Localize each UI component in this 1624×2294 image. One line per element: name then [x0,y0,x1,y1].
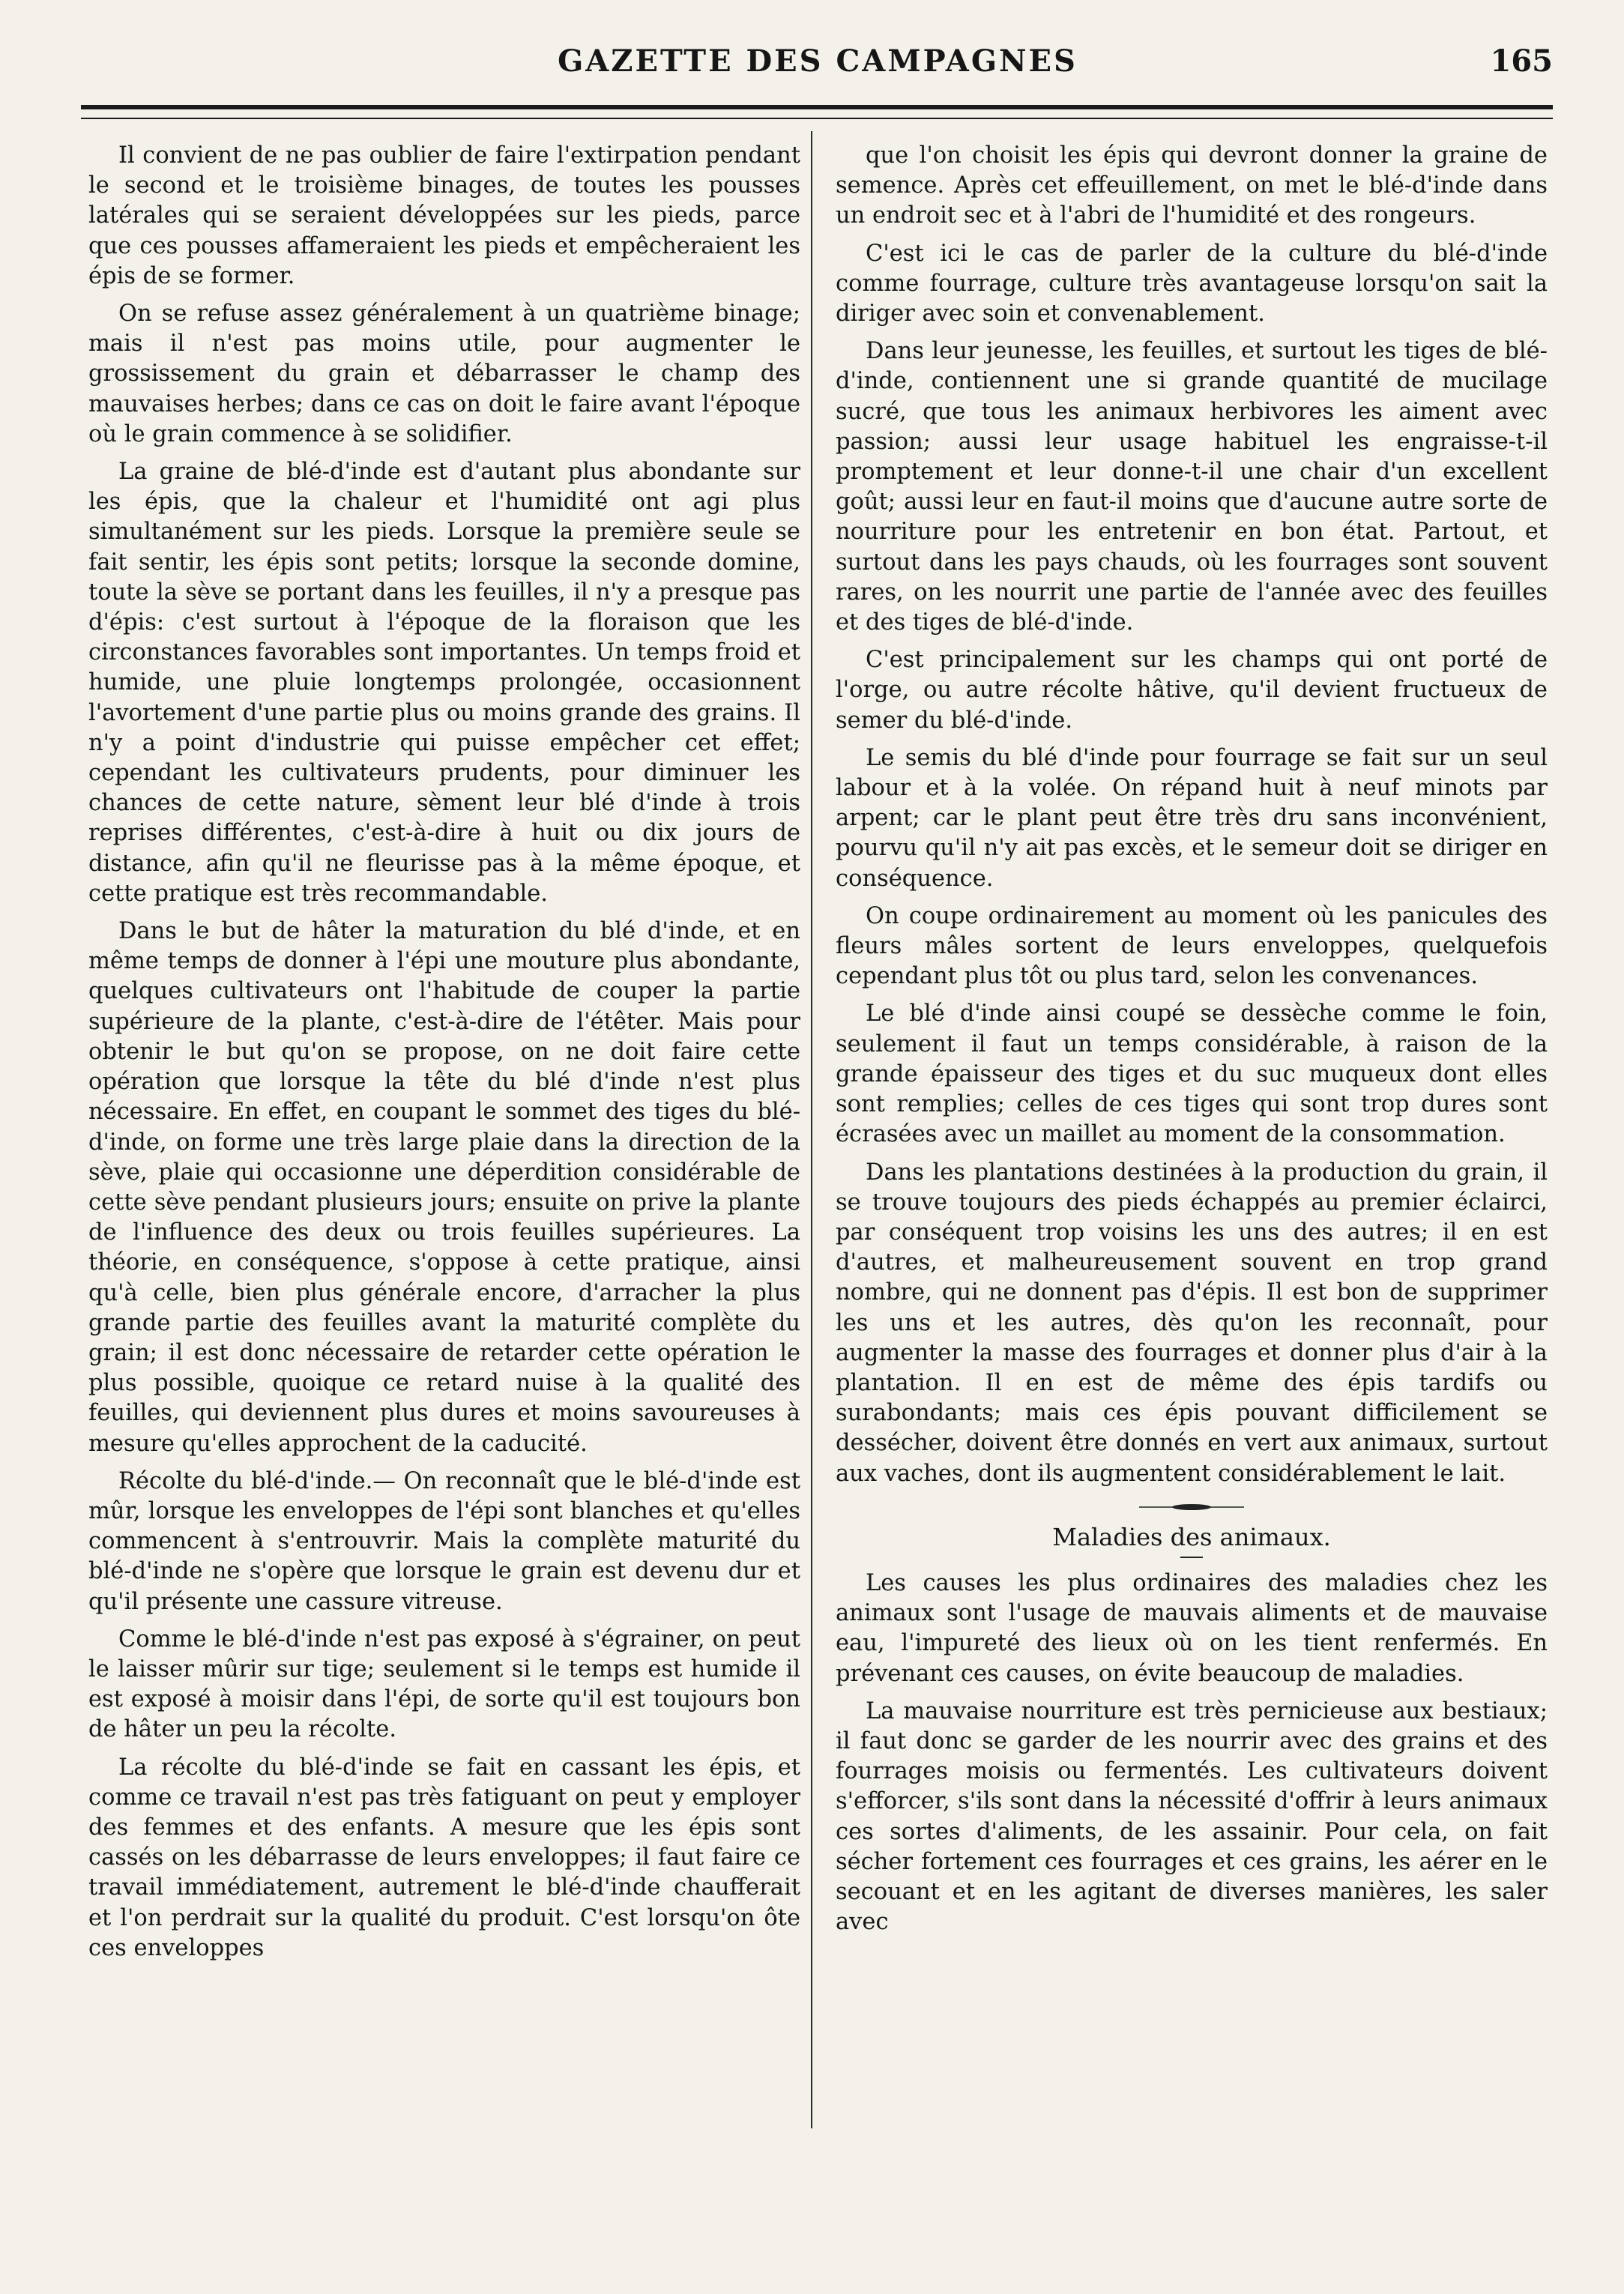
paragraph: Le semis du blé d'inde pour fourrage se fait sur un seul labour et à la volée. On répand huit à neuf minots par arpent; car le plant peut être très dru sans inconvénient, pourvu qu'il n'y ait pas excès, et le semeur doit se diriger en conséquence. [836,744,1548,892]
paragraph: Dans les plantations destinées à la production du grain, il se trouve toujours des pieds échappés au premier éclairci, par conséquent trop voisins les uns des autres; il en est d'autres, et malheureusement souvent en trop grand nombre, qui ne donnent pas d'épis. Il est bon de supprimer les uns et les autres, dès qu'on les reconnaît, pour augmenter la masse des fourrages et donner plus d'air à la plantation. Il en est de même des épis tardifs ou surabondants; mais ces épis pouvant difficilement se dessécher, doivent être donnés en vert aux animaux, surtout aux vaches, dont ils augmentent considérablement le lait. [836,1159,1548,1487]
paragraph: La mauvaise nourriture est très pernicieuse aux bestiaux; il faut donc se garder de les nourrir avec des grains et des fourrages moisis ou fermentés. Les cultivateurs doivent s'efforcer, s'ils sont dans la nécessité d'offrir à leurs animaux ces sortes d'aliments, de les assainir. Pour cela, on fait sécher fortement ces fourrages et ces grains, les aérer en le secouant et en les agitant de diverses manières, les saler avec [836,1697,1548,1936]
paragraph: La graine de blé-d'inde est d'autant plus abondante sur les épis, que la chaleur et l'humidité ont agi plus simultanément sur les pieds. Lorsque la première seule se fait sentir, les épis sont petits; lorsque la seconde domine, toute la sève se portant dans les feuilles, il n'y a presque pas d'épis: c'est surtout à l'époque de la floraison que les circonstances favorables sont importantes. Un temps froid et humide, une pluie longtemps prolongée, occasionnent l'avortement d'une partie plus ou moins grande des grains. Il n'y a point d'industrie qui puisse empêcher cet effet; cependant les cultivateurs prudents, pour diminuer les chances de cette nature, sèment leur blé d'inde à trois reprises différentes, c'est-à-dire à huit ou dix jours de distance, afin qu'il ne fleurisse pas à la même époque, et cette pratique est très recommandable. [88,459,800,907]
paragraph: On coupe ordinairement au moment où les panicules des fleurs mâles sortent de leurs enveloppes, quelquefois cependant plus tôt ou plus tard, selon les convenances. [836,902,1548,990]
paragraph: Les causes les plus ordinaires des maladies chez les animaux sont l'usage de mauvais aliments et de mauvaise eau, l'impureté des lieux où on les tient renfermés. En prévenant ces causes, on évite beaucoup de maladies. [836,1569,1548,1687]
paragraph: Le blé d'inde ainsi coupé se dessèche comme le foin, seulement il faut un temps considérable, à raison de la grande épaisseur des tiges et du suc muqueux dont elles sont remplies; celles de ces tiges qui sont trop dures sont écrasées avec un maillet au moment de la consommation. [836,1000,1548,1148]
header-rule-thick [81,105,1553,109]
paragraph: Comme le blé-d'inde n'est pas exposé à s'égrainer, on peut le laisser mûrir sur tige; seulement si le temps est humide il est exposé à moisir dans l'épi, de sorte qu'il est toujours bon de hâter un peu la récolte. [88,1626,800,1743]
page-number: 165 [1490,43,1553,79]
ornament-divider [1139,1503,1244,1512]
paragraph: Dans leur jeunesse, les feuilles, et surtout les tiges de blé-d'inde, contiennent une si grande quantité de mucilage sucré, que tous les animaux herbivores les aiment avec passion; aussi leur usage habituel les engraisse-t-il promptement et leur donne-t-il une chair d'un excellent goût; aussi leur en faut-il moins que d'aucune autre sorte de nourriture pour les entretenir en bon état. Partout, et surtout dans les pays chauds, où les fourrages sont souvent rares, on les nourrit une partie de l'année avec des feuilles et des tiges de blé-d'inde. [836,338,1548,636]
right-column [836,141,1548,1945]
heading-dash [1180,1557,1203,1558]
section-heading: Maladies des animaux. [1052,1522,1331,1551]
header-rule-thin [81,118,1553,119]
paragraph: C'est ici le cas de parler de la culture du blé-d'inde comme fourrage, culture très avantageuse lorsqu'on sait la diriger avec soin et convenablement. [836,240,1548,328]
column-divider [811,131,812,2128]
paragraph: Récolte du blé-d'inde.— On reconnaît que le blé-d'inde est mûr, lorsque les enveloppes de l'épi sont blanches et qu'elles commencent à s'entrouvrir. Mais la complète maturité du blé-d'inde ne s'opère que lorsque le grain est devenu dur et qu'il présente une cassure vitreuse. [88,1467,800,1615]
paragraph: Il convient de ne pas oublier de faire l'extirpation pendant le second et le troisième binages, de toutes les pousses latérales qui se seraient développées sur les pieds, parce que ces pousses affameraient les pieds et empêcheraient les épis de se former. [88,142,800,289]
paragraph: C'est principalement sur les champs qui ont porté de l'orge, ou autre récolte hâtive, qu'il devient fructueux de semer du blé-d'inde. [836,647,1548,734]
paragraph: On se refuse assez généralement à un quatrième binage; mais il n'est pas moins utile, pour augmenter le grossissement du grain et débarrasser le champ des mauvaises herbes; dans ce cas on doit le faire avant l'époque où le grain commence à se solidifier. [88,301,800,447]
running-title: GAZETTE DES CAMPAGNES [558,43,1078,79]
paragraph: La récolte du blé-d'inde se fait en cassant les épis, et comme ce travail n'est pas très fatiguant on peut y employer des femmes et des enfants. A mesure que les épis sont cassés on les débarrasse de leurs enveloppes; il faut faire ce travail immédiatement, autrement le blé-d'inde chaufferait et l'on perdrait sur la qualité du produit. C'est lorsqu'on ôte ces enveloppes [88,1754,800,1961]
page-header [82,43,1553,88]
paragraph: Dans le but de hâter la maturation du blé d'inde, et en même temps de donner à l'épi une mouture plus abondante, quelques cultivateurs ont l'habitude de couper la partie supérieure de la plante, c'est-à-dire de l'étêter. Mais pour obtenir le but qu'on se propose, on ne doit faire cette opération que lorsque la tête du blé d'inde n'est plus nécessaire. En effet, en coupant le sommet des tiges du blé-d'inde, on forme une très large plaie dans la direction de la sève, plaie qui occasionne une déperdition considérable de cette sève pendant plusieurs jours; ensuite on prive la plante de l'influence des deux ou trois feuilles supérieures. La théorie, en conséquence, s'oppose à cette pratique, ainsi qu'à celle, bien plus générale encore, d'arracher la plus grande partie des feuilles avant la maturité complète du grain; il est donc nécessaire de retarder cette opération le plus possible, quoique ce retard nuise à la qualité des feuilles, qui deviennent plus dures et moins savoureuses à mesure qu'elles approchent de la caducité. [88,918,800,1457]
paragraph: que l'on choisit les épis qui devront donner la graine de semence. Après cet effeuillement, on met le blé-d'inde dans un endroit sec et à l'abri de l'humidité et des rongeurs. [836,142,1548,229]
left-column [88,141,800,1971]
